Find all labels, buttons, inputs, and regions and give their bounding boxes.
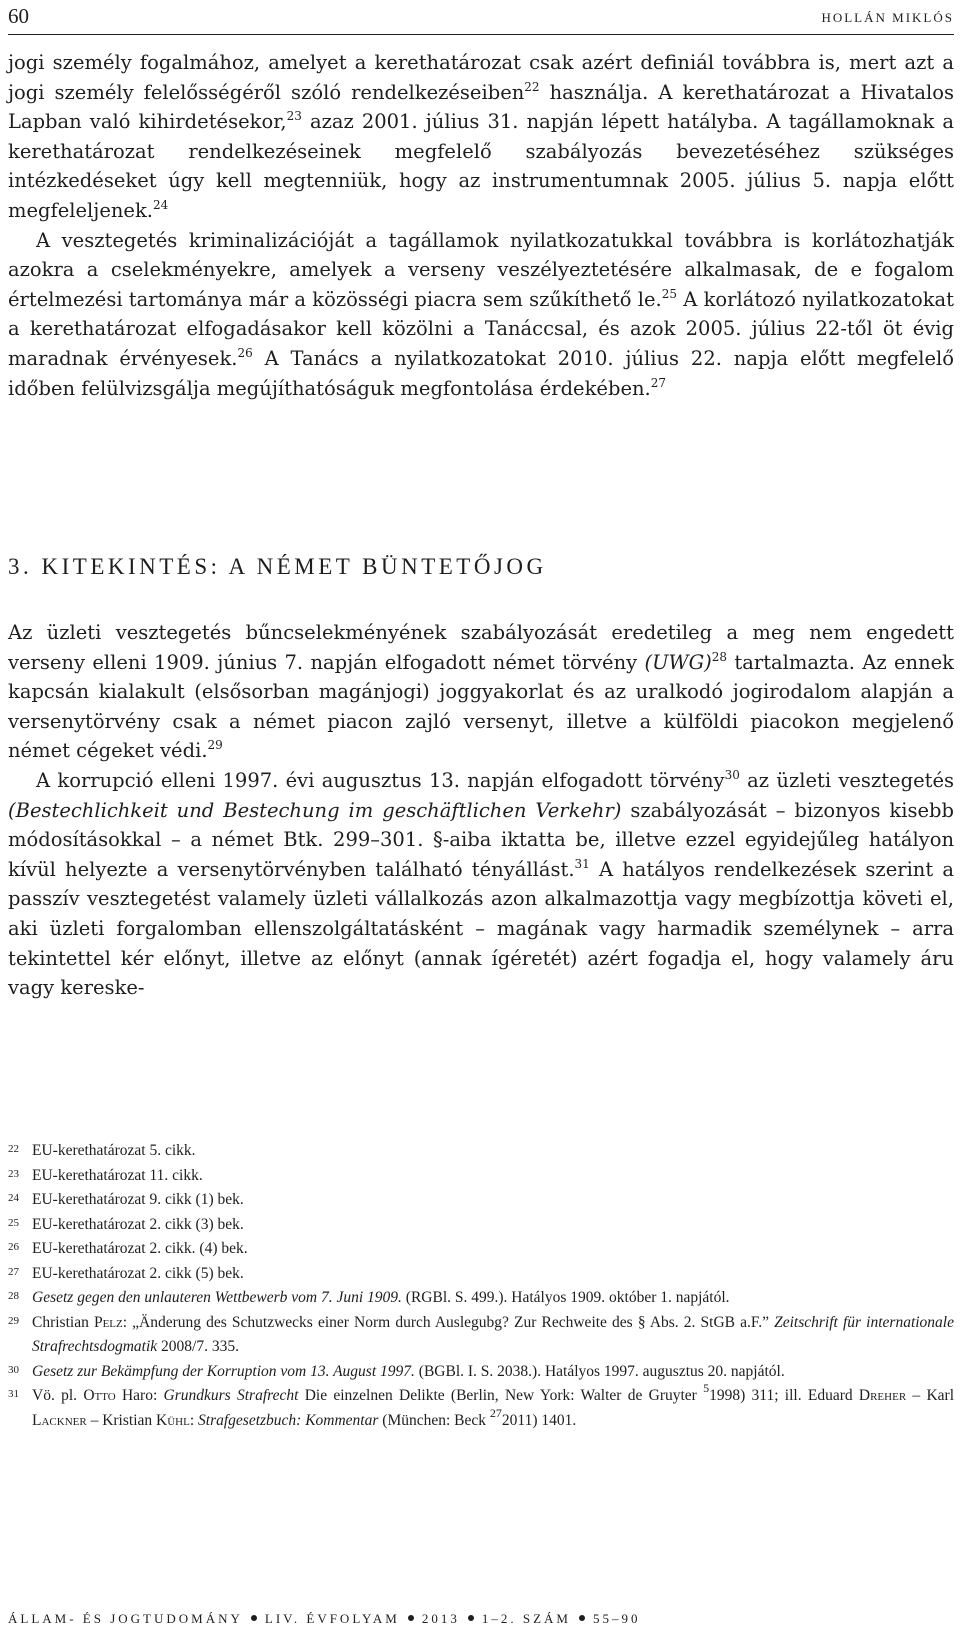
footnote-ref-29[interactable]: 29 bbox=[207, 738, 223, 753]
footnote-25: 25 EU-kerethatározat 2. cikk (3) bek. bbox=[8, 1215, 244, 1233]
page-number: 60 bbox=[8, 4, 29, 28]
footnotes bbox=[8, 1139, 954, 1433]
footnote-28: 28 Gesetz gegen den unlauteren Wettbewerb vom 7. Juni 1909. (RGBl. S. 499.). Hatályos 1909. október 1. napjától. bbox=[8, 1289, 730, 1306]
bullet-dot-icon bbox=[251, 1615, 257, 1621]
body-text-block-2 bbox=[8, 618, 954, 1003]
section-heading: 3. KITEKINTÉS: A NÉMET BÜNTETŐJOG bbox=[8, 554, 547, 579]
footnote-ref-22[interactable]: 22 bbox=[524, 79, 540, 94]
bullet-dot-icon bbox=[408, 1615, 414, 1621]
footer-journal: ÁLLAM- ÉS JOGTUDOMÁNY bbox=[8, 1611, 243, 1626]
footnote-30: 30 Gesetz zur Bekämpfung der Korruption vom 13. August 1997. (BGBl. I. S. 2038.). Hatályos 1997. augusztus 20. napjától. bbox=[8, 1362, 785, 1380]
footnote-ref-30[interactable]: 30 bbox=[724, 767, 740, 782]
footer-issue: 1–2. SZÁM bbox=[481, 1611, 571, 1626]
footer-year: 2013 bbox=[421, 1611, 460, 1626]
footnote-26: 26 EU-kerethatározat 2. cikk. (4) bek. bbox=[8, 1240, 248, 1257]
footnote-ref-31[interactable]: 31 bbox=[574, 856, 590, 871]
footnote-22: 22 EU-kerethatározat 5. cikk. bbox=[8, 1142, 196, 1159]
paragraph: A korrupció elleni 1997. évi augusztus 13. napján elfogadott törvény$^{30}$ az üzleti vesztegetés (Bestechlichkeit und Bestechung im geschäftlichen Verkehr) szabályozását – bizonyos kisebb módosításokkal – a német Btk. 299–301. §-aiba iktatta be, illetve ezzel egyidejűleg hatályon kívül helyezte a versenytörvényben található tényállást.$^{31}$ A hatályos rendelkezések szerint a passzív vesztegetést valamely üzleti vállalkozás azon alkalmazottja vagy megbízottja követi el, aki üzleti forgalomban ellenszolgáltatásként – magának vagy harmadik személynek – arra tekintettel kér előnyt, illetve az előnyt (annak ígéretét) azért fogadja el, hogy valamely áru vagy kereske- bbox=[8, 767, 954, 1000]
footnote-24: 24 EU-kerethatározat 9. cikk (1) bek. bbox=[8, 1191, 244, 1208]
page bbox=[8, 0, 954, 1639]
bullet-dot-icon bbox=[468, 1615, 474, 1621]
footer-pages: 55–90 bbox=[592, 1611, 641, 1626]
footnote-31: 31 Vö. pl. Otto Haro: Grundkurs Strafrecht Die einzelnen Delikte (Berlin, New York: Walter de Gruyter $^5$1998) 311; ill. Eduard Dreher – Karl Lackner – Kristian Kühl: Strafgesetzbuch: Kommentar (München: Beck $^{27}$2011) 1401. bbox=[8, 1381, 954, 1429]
body-text-block-1 bbox=[8, 48, 954, 403]
footnote-ref-26[interactable]: 26 bbox=[237, 345, 253, 360]
bullet-dot-icon bbox=[579, 1615, 585, 1621]
running-head bbox=[8, 6, 954, 35]
footnote-29: 29 Christian Pelz: „Änderung des Schutzwecks einer Norm durch Auslegubg? Zur Rechweite des § Abs. 2. StGB a.F.” Zeitschrift für internationale Strafrechtsdogmatik 2008/7. 335. bbox=[8, 1313, 954, 1355]
footnote-23: 23 EU-kerethatározat 11. cikk. bbox=[8, 1166, 203, 1184]
footnote-ref-25[interactable]: 25 bbox=[661, 286, 678, 301]
footnote-27: 27 EU-kerethatározat 2. cikk (5) bek. bbox=[8, 1264, 244, 1282]
footnote-ref-24[interactable]: 24 bbox=[152, 197, 169, 212]
footnote-ref-27[interactable]: 27 bbox=[650, 375, 667, 390]
footnote-ref-28[interactable]: 28 bbox=[711, 649, 728, 664]
paragraph: jogi személy fogalmához, amelyet a kerethatározat csak azért definiál továbbra is, mert azt a jogi személy felelősségéről szóló rendelkezéseiben$^{22}$ használja. A kerethatározat a Hivatalos Lapban való kihirdetésekor,$^{23}$ azaz 2001. július 31. napján lépett hatályba. A tagállamoknak a kerethatározat rendelkezéseinek megfelelő szabályozás bevezetéséhez szükséges intézkedéseket úgy kell megtenniük, hogy az instrumentumnak 2005. július 5. napja előtt megfeleljenek.$^{24}$ bbox=[8, 51, 955, 222]
page-footer bbox=[8, 1611, 640, 1627]
paragraph: Az üzleti vesztegetés bűncselekményének szabályozását eredetileg a meg nem engedett verseny elleni 1909. június 7. napján elfogadott német törvény (UWG)$^{28}$ tartalmazta. Az ennek kapcsán kialakult (elsősorban magánjogi) joggyakorlat és az uralkodó jogirodalom alapján a versenytörvény csak a német piacon zajló versenyt, illetve a külföldi piacokon megjelenő német cégeket védi.$^{29}$ bbox=[8, 621, 955, 763]
paragraph: A vesztegetés kriminalizációját a tagállamok nyilatkozatukkal továbbra is korlátozhatják azokra a cselekményekre, amelyek a verseny veszélyeztetésére alkalmasak, de e fogalom értelmezési tartománya már a közösségi piacra sem szűkíthető le.$^{25}$ A korlátozó nyilatkozatokat a kerethatározat elfogadásakor kell közölni a Tanáccsal, és azok 2005. július 22-től öt évig maradnak érvényesek.$^{26}$ A Tanács a nyilatkozatokat 2010. július 22. napja előtt megfelelő időben felülvizsgálja megújíthatóságuk megfontolása érdekében.$^{27}$ bbox=[8, 228, 955, 400]
footnote-ref-23[interactable]: 23 bbox=[286, 109, 302, 124]
running-head-author: HOLLÁN MIKLÓS bbox=[821, 10, 954, 25]
footer-volume: LIV. ÉVFOLYAM bbox=[264, 1611, 400, 1626]
